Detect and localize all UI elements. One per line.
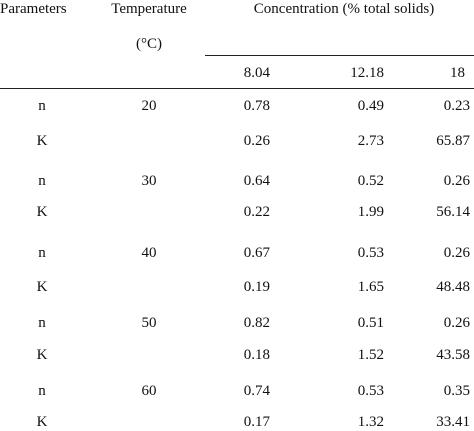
table-cell: 0.67	[243, 245, 270, 261]
table-row-temperature: 60	[141, 383, 157, 399]
table-cell: 0.23	[443, 98, 470, 114]
table-cell: 0.17	[243, 414, 270, 430]
table-cell: 0.74	[243, 383, 270, 399]
header-parameters: Parameters	[0, 1, 67, 17]
table-cell: 1.32	[357, 414, 384, 430]
table-cell: 0.22	[243, 204, 270, 220]
concentration-col-1: 8.04	[243, 65, 270, 81]
table-row-temperature: 30	[141, 173, 157, 189]
table-cell: 1.65	[357, 279, 384, 295]
table-cell: 0.52	[357, 173, 384, 189]
table-row-param: n	[38, 98, 46, 114]
table-cell: 56.14	[436, 204, 470, 220]
table-cell: 0.78	[243, 98, 270, 114]
table-cell: 0.26	[243, 133, 270, 149]
concentration-col-2: 12.18	[350, 65, 384, 81]
table-cell: 0.19	[243, 279, 270, 295]
table-cell: 0.35	[443, 383, 470, 399]
table-cell: 0.49	[357, 98, 384, 114]
table-row-temperature: 20	[141, 98, 157, 114]
concentration-col-3: 18	[450, 65, 465, 81]
table-row-param: K	[36, 347, 48, 363]
table-row-param: K	[36, 204, 48, 220]
table-cell: 0.82	[243, 315, 270, 331]
header-bottom-rule	[0, 88, 474, 89]
table-row-temperature: 50	[141, 315, 157, 331]
table-cell: 0.26	[443, 315, 470, 331]
table-cell: 65.87	[436, 133, 470, 149]
table-row-param: n	[38, 173, 46, 189]
table-row-param: K	[36, 414, 48, 430]
table-cell: 43.58	[436, 347, 470, 363]
table-row-param: K	[36, 279, 48, 295]
concentration-underline	[205, 55, 474, 56]
table-row-param: n	[38, 383, 46, 399]
table-cell: 48.48	[436, 279, 470, 295]
table-cell: 2.73	[357, 133, 384, 149]
table-cell: 0.64	[243, 173, 270, 189]
table-cell: 0.53	[357, 383, 384, 399]
table-cell: 0.26	[443, 173, 470, 189]
table-cell: 33.41	[436, 414, 470, 430]
table-cell: 0.26	[443, 245, 470, 261]
table-row-param: K	[36, 133, 48, 149]
table-cell: 0.51	[357, 315, 384, 331]
table-cell: 1.99	[357, 204, 384, 220]
table-row-temperature: 40	[141, 245, 157, 261]
table-cell: 0.18	[243, 347, 270, 363]
table-row-param: n	[38, 315, 46, 331]
header-temperature: Temperature	[111, 1, 187, 17]
header-concentration: Concentration (% total solids)	[253, 1, 435, 17]
table-cell: 0.53	[357, 245, 384, 261]
table-row-param: n	[38, 245, 46, 261]
table-cell: 1.52	[357, 347, 384, 363]
header-temperature-unit: (°C)	[136, 36, 162, 52]
